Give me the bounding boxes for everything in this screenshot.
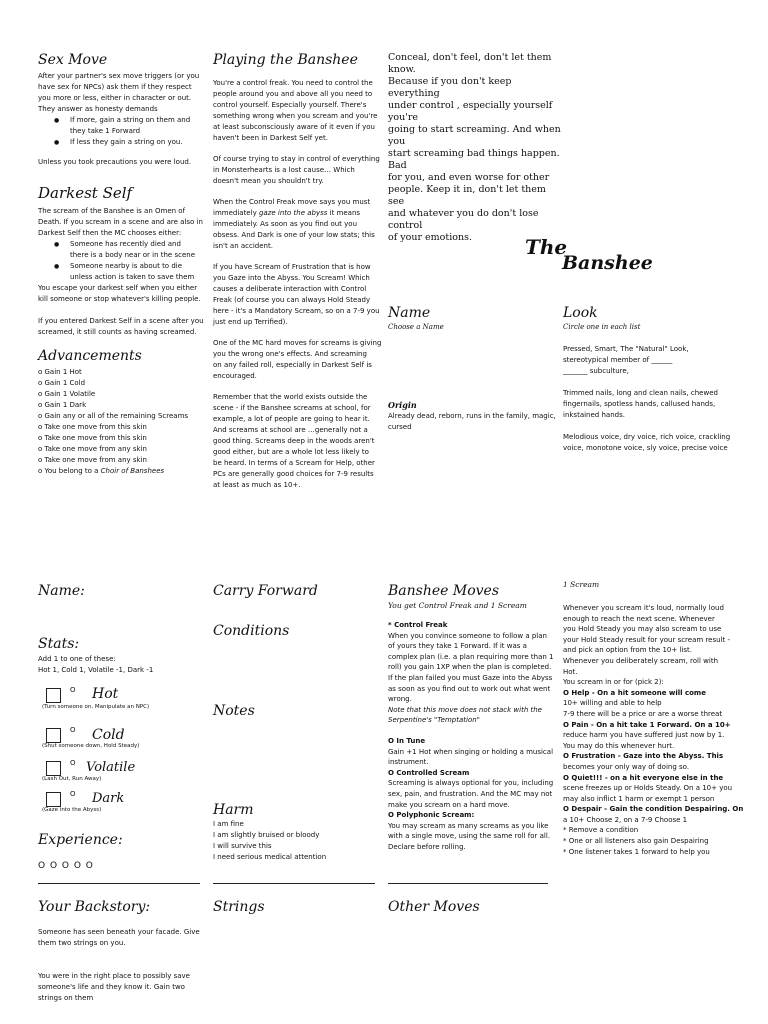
text-line: you Gaze into the Abyss. You Scream! Which (213, 274, 370, 282)
text-line: Gain +1 Hot when singing or holding a musical (388, 747, 554, 756)
text-line: stereotypical member of ______ (563, 356, 673, 364)
text-line: Trimmed nails, long and clean nails, chewed (563, 389, 718, 397)
text-line: encouraged. (213, 372, 257, 380)
xp-track[interactable]: O O O O O (38, 861, 94, 871)
text-line: kill someone or stop whatever's killing people. (38, 295, 201, 303)
text-line: And screams at school are …generally not a (213, 426, 368, 434)
strings-title: Strings (213, 899, 265, 915)
quote-line: under control , especially yourself you're (388, 100, 553, 123)
harm-track (213, 819, 383, 863)
scream-option[interactable]: O Despair - Gain the condition Despairing. On (563, 805, 744, 814)
text-line: obsess. And Dark is one of your low stats; this (213, 231, 375, 239)
text-line: You escape your darkest self when you either (38, 284, 198, 292)
stat-o: O (70, 726, 76, 734)
text-line (563, 421, 743, 432)
harm-title: Harm (213, 802, 254, 818)
text-line: sex, pain, and frustration. And the MC may not (388, 789, 553, 798)
scream-text (563, 603, 748, 857)
text-line: good either, but are a whole lot less likely to (213, 448, 369, 456)
divider (388, 883, 548, 884)
text-line: Of course trying to stay in control of everything (213, 155, 380, 163)
advancement-item[interactable]: o Take one move from any skin (38, 456, 147, 464)
adv-em: Choir of Banshees (100, 467, 165, 475)
text-line: on any failed roll, especially in Darkest Self is (213, 361, 372, 369)
divider (38, 883, 200, 884)
text-line: If you have Scream of Frustration that is how (213, 263, 371, 271)
text-line: reduce harm you have suffered just now by 1. (563, 731, 725, 740)
text-line: Remember that the world exists outside the (213, 393, 368, 401)
harm-level[interactable]: I am fine (213, 820, 244, 828)
text-line: After your partner's sex move triggers (or you (38, 72, 200, 80)
span-post: it means (327, 209, 361, 217)
title-banshee: Banshee (562, 252, 653, 274)
other-moves-title: Other Moves (388, 899, 480, 915)
stat-hot-box[interactable] (46, 688, 61, 703)
text-line: scene - if the Banshee screams at school, for (213, 404, 371, 412)
text-line: Whenever you scream it's loud, normally loud (563, 604, 724, 612)
intro-quote (388, 52, 563, 244)
scream-option[interactable]: O Quiet!!! - on a hit everyone else in the (563, 773, 724, 782)
text-line: You may do this whenever hurt. (563, 741, 675, 750)
name-title: Name (388, 305, 431, 321)
quote-line: Because if you don't keep everything (388, 76, 512, 99)
text-line: 10+ willing and able to help (563, 699, 662, 708)
playing-text (213, 78, 383, 491)
stat-cold-label: Cold (92, 727, 125, 743)
banshee-moves-text (388, 620, 560, 852)
text-line: They answer as honesty demands (38, 105, 158, 113)
text-line: Darkest Self then the MC chooses either: (38, 229, 182, 237)
text-line: have sex for NPCs) ask them if they respect (38, 83, 192, 91)
quote-line: start screaming bad things happen. Bad (388, 148, 560, 171)
text-line: PCs are generally good choices for 7-9 results (213, 470, 374, 478)
text-line: Already dead, reborn, runs in the family, magic, (388, 412, 556, 420)
backstory-title: Your Backstory: (38, 899, 151, 915)
text-line: haven't been in Darkest Self yet. (213, 134, 328, 142)
bullet-cont (38, 272, 208, 283)
text-line: wrong. (388, 695, 412, 704)
text-line: just end up Terrified). (213, 318, 288, 326)
look-title: Look (563, 305, 598, 321)
text-line: scene freezes up or Holds Steady. On a 10+ you (563, 784, 733, 793)
text-line: Serpentine's "Temptation" (388, 716, 480, 725)
look-text (563, 344, 743, 454)
quote-line: going to start screaming. And when you (388, 124, 561, 147)
text-line: them two strings on you. (38, 939, 126, 947)
stats-title: Stats: (38, 636, 80, 652)
stat-volatile-desc: (Lash Out, Run Away) (42, 776, 102, 782)
origin-title: Origin (388, 400, 417, 410)
advancement-item[interactable]: o Gain 1 Cold (38, 379, 86, 387)
text-line: When the Control Freak move says you must (213, 198, 371, 206)
scream-option[interactable]: O Help - On a hit someone will come (563, 688, 706, 697)
text-line: One of the MC hard moves for screams is giving (213, 339, 382, 347)
text-line: may also inflict 1 harm or exempt 1 person (563, 794, 715, 803)
text-line: You're a control freak. You need to control the (213, 79, 373, 87)
advancement-item[interactable]: o Take one move from this skin (38, 434, 147, 442)
quote-line: and whatever you do don't lose control (388, 208, 539, 231)
text-line: Declare before rolling. (388, 842, 466, 851)
sex-move-text (38, 71, 203, 168)
text-line: Hot. (563, 667, 578, 676)
text-line: here - it's a Mandatory Scream, so on a 7-9 you (213, 307, 380, 315)
bullet-cont (38, 250, 208, 261)
banshee-moves-title: Banshee Moves (388, 583, 500, 599)
advancement-item[interactable]: o Gain 1 Volatile (38, 390, 96, 398)
text-line: causes a deliberate interaction with Control (213, 285, 367, 293)
scream-title: 1 Scream (563, 580, 600, 589)
text-line: Death. If you scream in a scene and are also in (38, 218, 203, 226)
text-line: * One or all listeners also gain Despairing (563, 837, 709, 846)
text-line: Melodious voice, dry voice, rich voice, crackling (563, 433, 731, 441)
text-line: instrument. (388, 758, 429, 767)
text-line: of yours they take 1 Forward. If it was a (388, 642, 527, 651)
bullet-cont-text: unless action is taken to save them (70, 273, 195, 281)
span-pre: immediately (213, 209, 259, 217)
text-line: you the wrong one's effects. And screaming (213, 350, 367, 358)
text-line: strings on them (38, 994, 94, 1002)
advancements-title: Advancements (38, 348, 142, 364)
text-line: _______ subculture, (563, 367, 629, 375)
stat-hot-desc: (Turn someone on, Manipulate an NPC) (42, 704, 150, 710)
banshee-moves-subtitle: You get Control Freak and 1 Scream (388, 601, 527, 610)
text-line: good thing. Screams deep in the woods aren't (213, 437, 375, 445)
bullet-cont-text: there is a body near or in the scene (70, 251, 195, 259)
stat-dark-label: Dark (92, 791, 125, 806)
harm-level[interactable]: I am slightly bruised or bloody (213, 831, 320, 839)
advancement-item[interactable]: o Gain 1 Dark (38, 401, 87, 409)
text-line: make you scream on a hard move. (388, 800, 510, 809)
sex-move-after: Unless you took precautions you were loud. (38, 158, 192, 166)
text-line: as soon as you find out to work out what went (388, 684, 551, 693)
text-line: * Remove a condition (563, 826, 639, 835)
text-line: immediately. As soon as you find out you (213, 220, 358, 228)
stat-o: O (70, 790, 76, 798)
bullet-item: ● If less they gain a string on you. (38, 137, 203, 148)
text-line: You scream in or for (pick 2): (563, 678, 664, 687)
sex-move-bullets (38, 115, 203, 148)
sex-move-title: Sex Move (38, 52, 108, 68)
move-title: * Control Freak (388, 621, 448, 629)
stat-volatile-box[interactable] (46, 761, 61, 776)
bullet-item: ● Someone has recently died and (38, 239, 208, 250)
text-line: your Hold Steady result for your scream result - (563, 635, 730, 644)
text-line: a 10+ Choose 2, on a 7-9 Choose 1 (563, 815, 688, 824)
text-line (563, 377, 743, 388)
stat-cold (42, 726, 216, 758)
text-line: people around you and above all you need to (213, 90, 373, 98)
text-line: control yourself. Especially yourself. There's (213, 101, 367, 109)
text-line: voice, monotone voice, sly voice, precise voice (563, 444, 728, 452)
divider (213, 883, 375, 884)
text-line: becomes your only way of doing so. (563, 762, 690, 771)
text-line: Add 1 to one of these: (38, 655, 116, 663)
look-subtitle: Circle one in each list (563, 323, 641, 331)
title-the: The (525, 235, 568, 259)
span-em: gaze into the abyss (258, 209, 328, 217)
quote-line: people. Keep it in, don't let them see (388, 184, 546, 207)
text-line: Hot 1, Cold 1, Volatile -1, Dark -1 (38, 666, 154, 674)
advancement-item-choir[interactable] (38, 466, 208, 477)
text-line: Screaming is always optional for you, including (388, 779, 554, 788)
stat-volatile-label: Volatile (86, 760, 136, 775)
text-line: Whenever you deliberately scream, roll with (563, 656, 719, 665)
quote-line: for you, and even worse for other (388, 172, 550, 183)
move-title[interactable]: O Controlled Scream (388, 768, 470, 777)
advancement-item[interactable]: o Gain any or all of the remaining Screams (38, 412, 189, 420)
name-subtitle: Choose a Name (388, 323, 444, 331)
text-line: you more or less, either in character or out. (38, 94, 192, 102)
text-line: be heard. In terms of a Scream for Help, other (213, 459, 375, 467)
text-line: someone's life and they know it. Gain two (38, 983, 185, 991)
backstory-text (38, 927, 208, 1004)
text-line: The scream of the Banshee is an Omen of (38, 207, 186, 215)
text-line: you Hold Steady you may also scream to use (563, 625, 722, 634)
stat-o: O (70, 759, 76, 767)
harm-level[interactable]: I need serious medical attention (213, 853, 327, 861)
text-line: You were in the right place to possibly save (38, 972, 190, 980)
text-line: You may scream as many screams as you like (388, 821, 549, 830)
move-title[interactable]: O Polyphonic Scream: (388, 811, 475, 820)
stats-intro (38, 654, 153, 676)
text-line: Someone has seen beneath your facade. Give (38, 928, 200, 936)
carry-forward-title: Carry Forward (213, 583, 318, 599)
adv-prefix: o You belong to a (38, 467, 101, 475)
text-line: at least as much as 10+. (213, 481, 301, 489)
text-line: Pressed, Smart, The "Natural" Look, (563, 345, 689, 353)
text-line: cursed (388, 423, 412, 431)
darkest-self-text (38, 206, 208, 338)
stat-o: O (70, 686, 76, 694)
stat-cold-box[interactable] (46, 728, 61, 743)
text-line: something wrong when you scream and you're (213, 112, 378, 120)
text-line: When you convince someone to follow a plan (388, 631, 547, 640)
stat-hot (42, 686, 216, 718)
text-line: enough to reach the next scene. Whenever (563, 614, 715, 623)
darkest-bullets (38, 239, 208, 283)
text-line: Freak (of course you can always Hold Steady (213, 296, 371, 304)
bullet-cont-text: they take 1 Forward (70, 127, 141, 135)
playing-title: Playing the Banshee (213, 52, 358, 68)
text-line: inkstained hands. (563, 411, 625, 419)
bullet-cont (38, 126, 203, 137)
scream-option[interactable]: O Pain - On a hit take 1 Forward. On a 10+ (563, 720, 731, 729)
origin-text (388, 411, 563, 433)
stat-dark-desc: (Gaze into the Abyss) (42, 807, 102, 813)
text-line (38, 305, 208, 316)
advancement-item[interactable]: o Take one move from this skin (38, 423, 147, 431)
quote-line: of your emotions. (388, 232, 472, 243)
notes-title: Notes (213, 703, 255, 719)
darkest-self-title: Darkest Self (38, 184, 133, 202)
text-line: complex plan (i.e. a plan requiring more than 1 (388, 652, 554, 661)
text-line: 7-9 there will be a price or are a worse threat (563, 709, 723, 718)
text-line: doesn't mean you shouldn't try. (213, 177, 324, 185)
advancements-list (38, 367, 208, 477)
experience-title: Experience: (38, 832, 123, 848)
text-line: * One listener takes 1 forward to help you (563, 847, 710, 856)
text-line-em (213, 208, 383, 219)
text-line: fingernails, spotless hands, callused hands, (563, 400, 716, 408)
stat-dark-box[interactable] (46, 792, 61, 807)
quote-line: Conceal, don't feel, don't let them know. (388, 52, 552, 75)
move-title[interactable]: O In Tune (388, 736, 426, 745)
stat-hot-label: Hot (92, 686, 119, 702)
text-line: at least subconsciously aware of it even if you (213, 123, 375, 131)
text-line: isn't an accident. (213, 242, 273, 250)
text-line: roll) you gain 1XP when the plan is completed. (388, 663, 552, 672)
text-line: and pick an option from the 10+ list. (563, 646, 692, 655)
text-line: Note that this move does not stack with the (388, 705, 542, 714)
text-line: If the plan failed you must Gaze into the Abyss (388, 673, 553, 682)
stat-dark (42, 790, 216, 822)
bullet-item: ● If more, gain a string on them and (38, 115, 203, 126)
text-line: If you entered Darkest Self in a scene after you (38, 317, 204, 325)
sheet-name-label: Name: (38, 583, 85, 599)
text-line: with a single move, using the same roll for all. (388, 832, 551, 841)
text-line: example, a lot of people are going to hear it. (213, 415, 370, 423)
conditions-title: Conditions (213, 623, 290, 639)
scream-option[interactable]: O Frustration - Gaze into the Abyss. This (563, 752, 724, 761)
stat-volatile (42, 759, 216, 791)
bullet-item: ● Someone nearby is about to die (38, 261, 208, 272)
text-line: in Monsterhearts is a lost cause… Which (213, 166, 355, 174)
advancement-item[interactable]: o Gain 1 Hot (38, 368, 82, 376)
stat-cold-desc: (Shut someone down, Hold Steady) (42, 743, 140, 749)
text-line: screamed, it still counts as having screamed. (38, 328, 197, 336)
harm-level[interactable]: I will survive this (213, 842, 272, 850)
advancement-item[interactable]: o Take one move from any skin (38, 445, 147, 453)
